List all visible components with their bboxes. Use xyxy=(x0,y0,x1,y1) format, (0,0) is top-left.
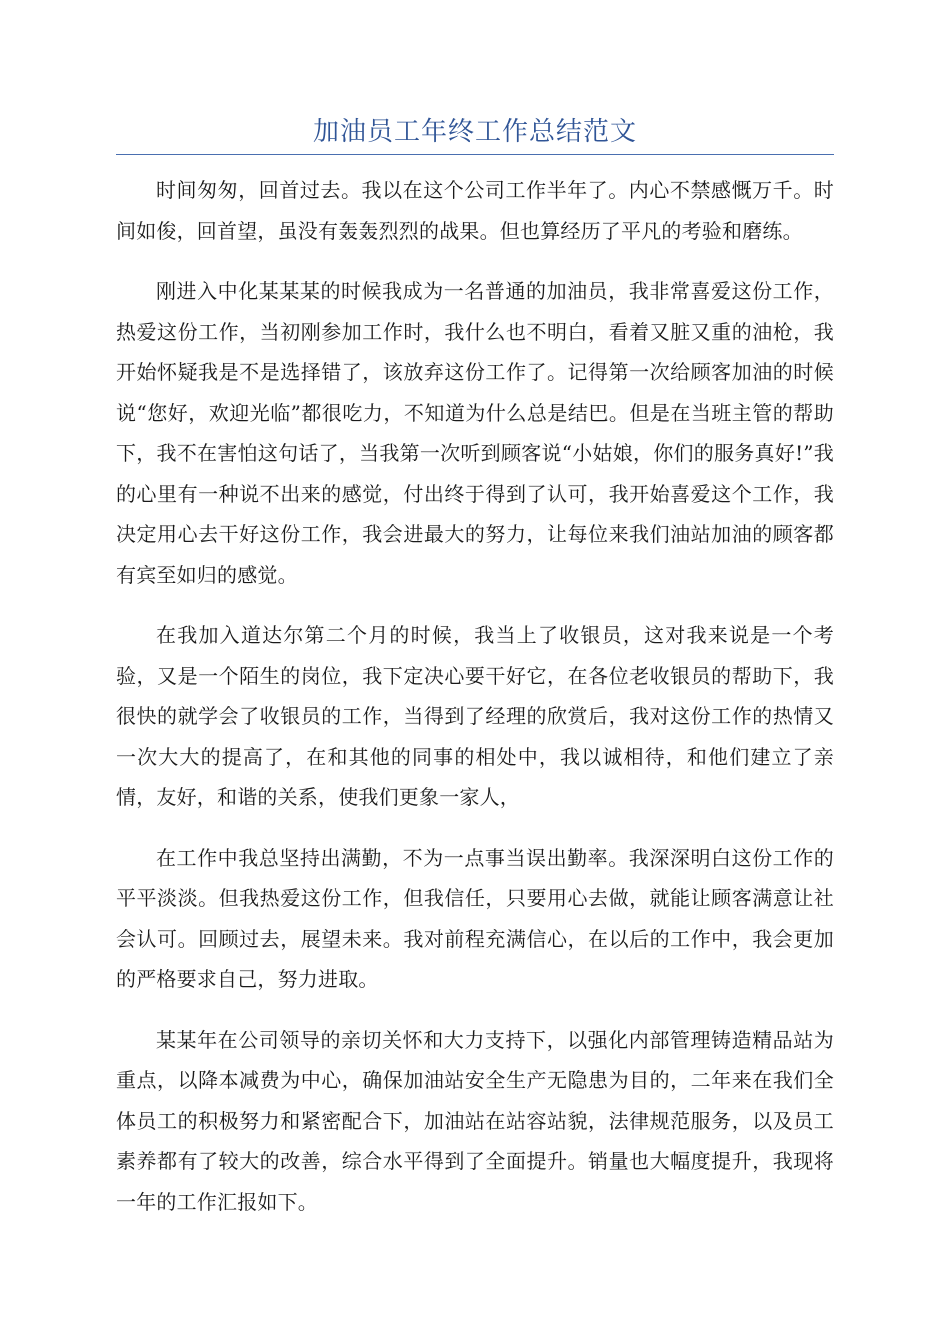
paragraph-3: 在我加入道达尔第二个月的时候，我当上了收银员，这对我来说是一个考验，又是一个陌生的岗位，我下定决心要干好它，在各位老收银员的帮助下，我很快的就学会了收银员的工作，当得到了经理的欣赏后，我对这份工作的热情又一次大大的提高了，在和其他的同事的相处中，我以诚相待，和他们建立了亲情，友好，和谐的关系，使我们更象一家人， xyxy=(116,623,834,809)
paragraph-4: 在工作中我总坚持出满勤，不为一点事当误出勤率。我深深明白这份工作的平平淡淡。但我热爱这份工作，但我信任，只要用心去做，就能让顾客满意让社会认可。回顾过去，展望未来。我对前程充满信心，在以后的工作中，我会更加的严格要求自己，努力进取。 xyxy=(116,845,834,991)
document-title: 加油员工年终工作总结范文 xyxy=(312,117,637,147)
title-underline xyxy=(116,154,834,155)
paragraph-5: 某某年在公司领导的亲切关怀和大力支持下，以强化内部管理铸造精品站为重点，以降本减费为中心，确保加油站安全生产无隐患为目的，二年来在我们全体员工的积极努力和紧密配合下，加油站在站容站貌，法律规范服务，以及员工素养都有了较大的改善，综合水平得到了全面提升。销量也大幅度提升，我现将一年的工作汇报如下。 xyxy=(116,1027,834,1214)
paragraph-2: 刚进入中化某某某的时候我成为一名普通的加油员，我非常喜爱这份工作，热爱这份工作，当初刚参加工作时，我什么也不明白，看着又脏又重的油枪，我开始怀疑我是不是选择错了，该放弃这份工作了。记得第一次给顾客加油的时候说“您好，欢迎光临”都很吃力，不知道为什么总是结巴。但是在当班主管的帮助下，我不在害怕这句话了，当我第一次听到顾客说“小姑娘，你们的服务真好!”我的心里有一种说不出来的感觉，付出终于得到了认可，我开始喜爱这个工作，我决定用心去干好这份工作，我会进最大的努力，让每位来我们油站加油的顾客都有宾至如归的感觉。 xyxy=(116,279,834,587)
document-body xyxy=(116,170,834,1242)
paragraph-1: 时间匆匆，回首过去。我以在这个公司工作半年了。内心不禁感慨万千。时间如俊，回首望，虽没有轰轰烈烈的战果。但也算经历了平凡的考验和磨练。 xyxy=(116,178,834,243)
